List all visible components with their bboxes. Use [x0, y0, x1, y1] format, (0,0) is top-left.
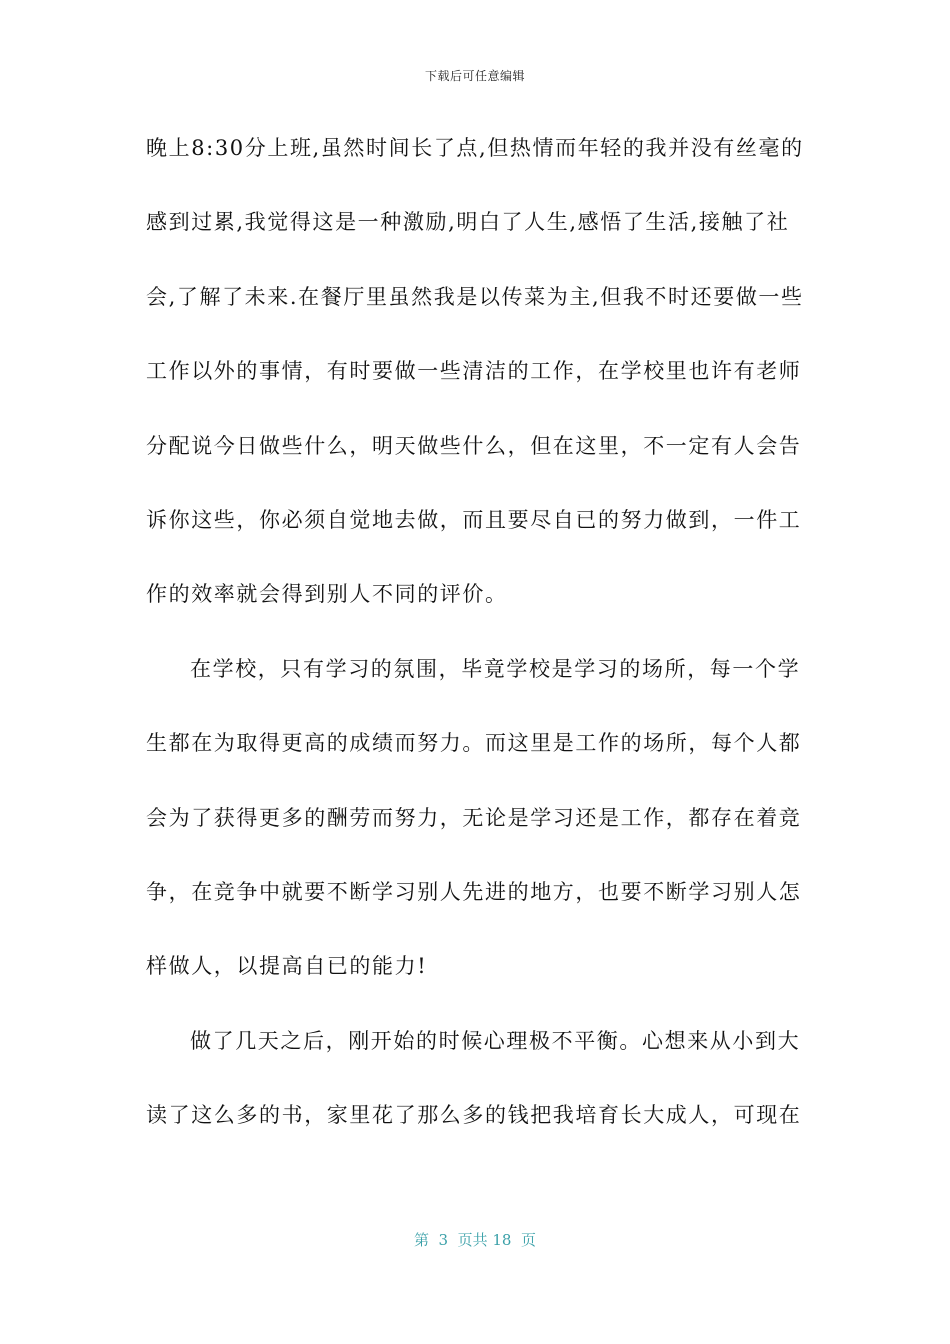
text-line-13: 做了几天之后，刚开始的时候心理极不平衡。心想来从小到大: [190, 1028, 801, 1053]
text-line-8: 在学校，只有学习的氛围，毕竟学校是学习的场所，每一个学: [190, 656, 801, 681]
text-line-4: 工作以外的事情，有时要做一些清洁的工作，在学校里也许有老师: [146, 359, 802, 384]
text-line-1: 晚上8:30分上班,虽然时间长了点,但热情而年轻的我并没有丝毫的: [146, 136, 804, 160]
document-body: [146, 126, 808, 1167]
text-line-3: 会,了解了未来.在餐厅里虽然我是以传菜为主,但我不时还要做一些: [146, 284, 804, 309]
text-line-11: 争，在竞争中就要不断学习别人先进的地方，也要不断学习别人怎: [146, 879, 802, 904]
text-line-5: 分配说今日做些什么，明天做些什么，但在这里，不一定有人会告: [146, 433, 802, 458]
text-line-2: 感到过累,我觉得这是一种激励,明白了人生,感悟了生活,接触了社: [146, 210, 790, 235]
text-line-7: 作的效率就会得到别人不同的评价。: [146, 582, 508, 607]
text-line-12: 样做人，以提高自已的能力!: [146, 954, 428, 979]
header-note: 下载后可任意编辑: [424, 69, 525, 83]
text-line-6: 诉你这些，你必须自觉地去做，而且要尽自已的努力做到，一件工: [146, 507, 802, 532]
text-line-14: 读了这么多的书，家里花了那么多的钱把我培育长大成人，可现在: [146, 1103, 802, 1128]
page-number-footer: 第 3 页共 18 页: [413, 1231, 536, 1249]
text-line-9: 生都在为取得更高的成绩而努力。而这里是工作的场所，每个人都: [146, 731, 802, 756]
text-line-10: 会为了获得更多的酬劳而努力，无论是学习还是工作，都存在着竞: [146, 805, 802, 830]
